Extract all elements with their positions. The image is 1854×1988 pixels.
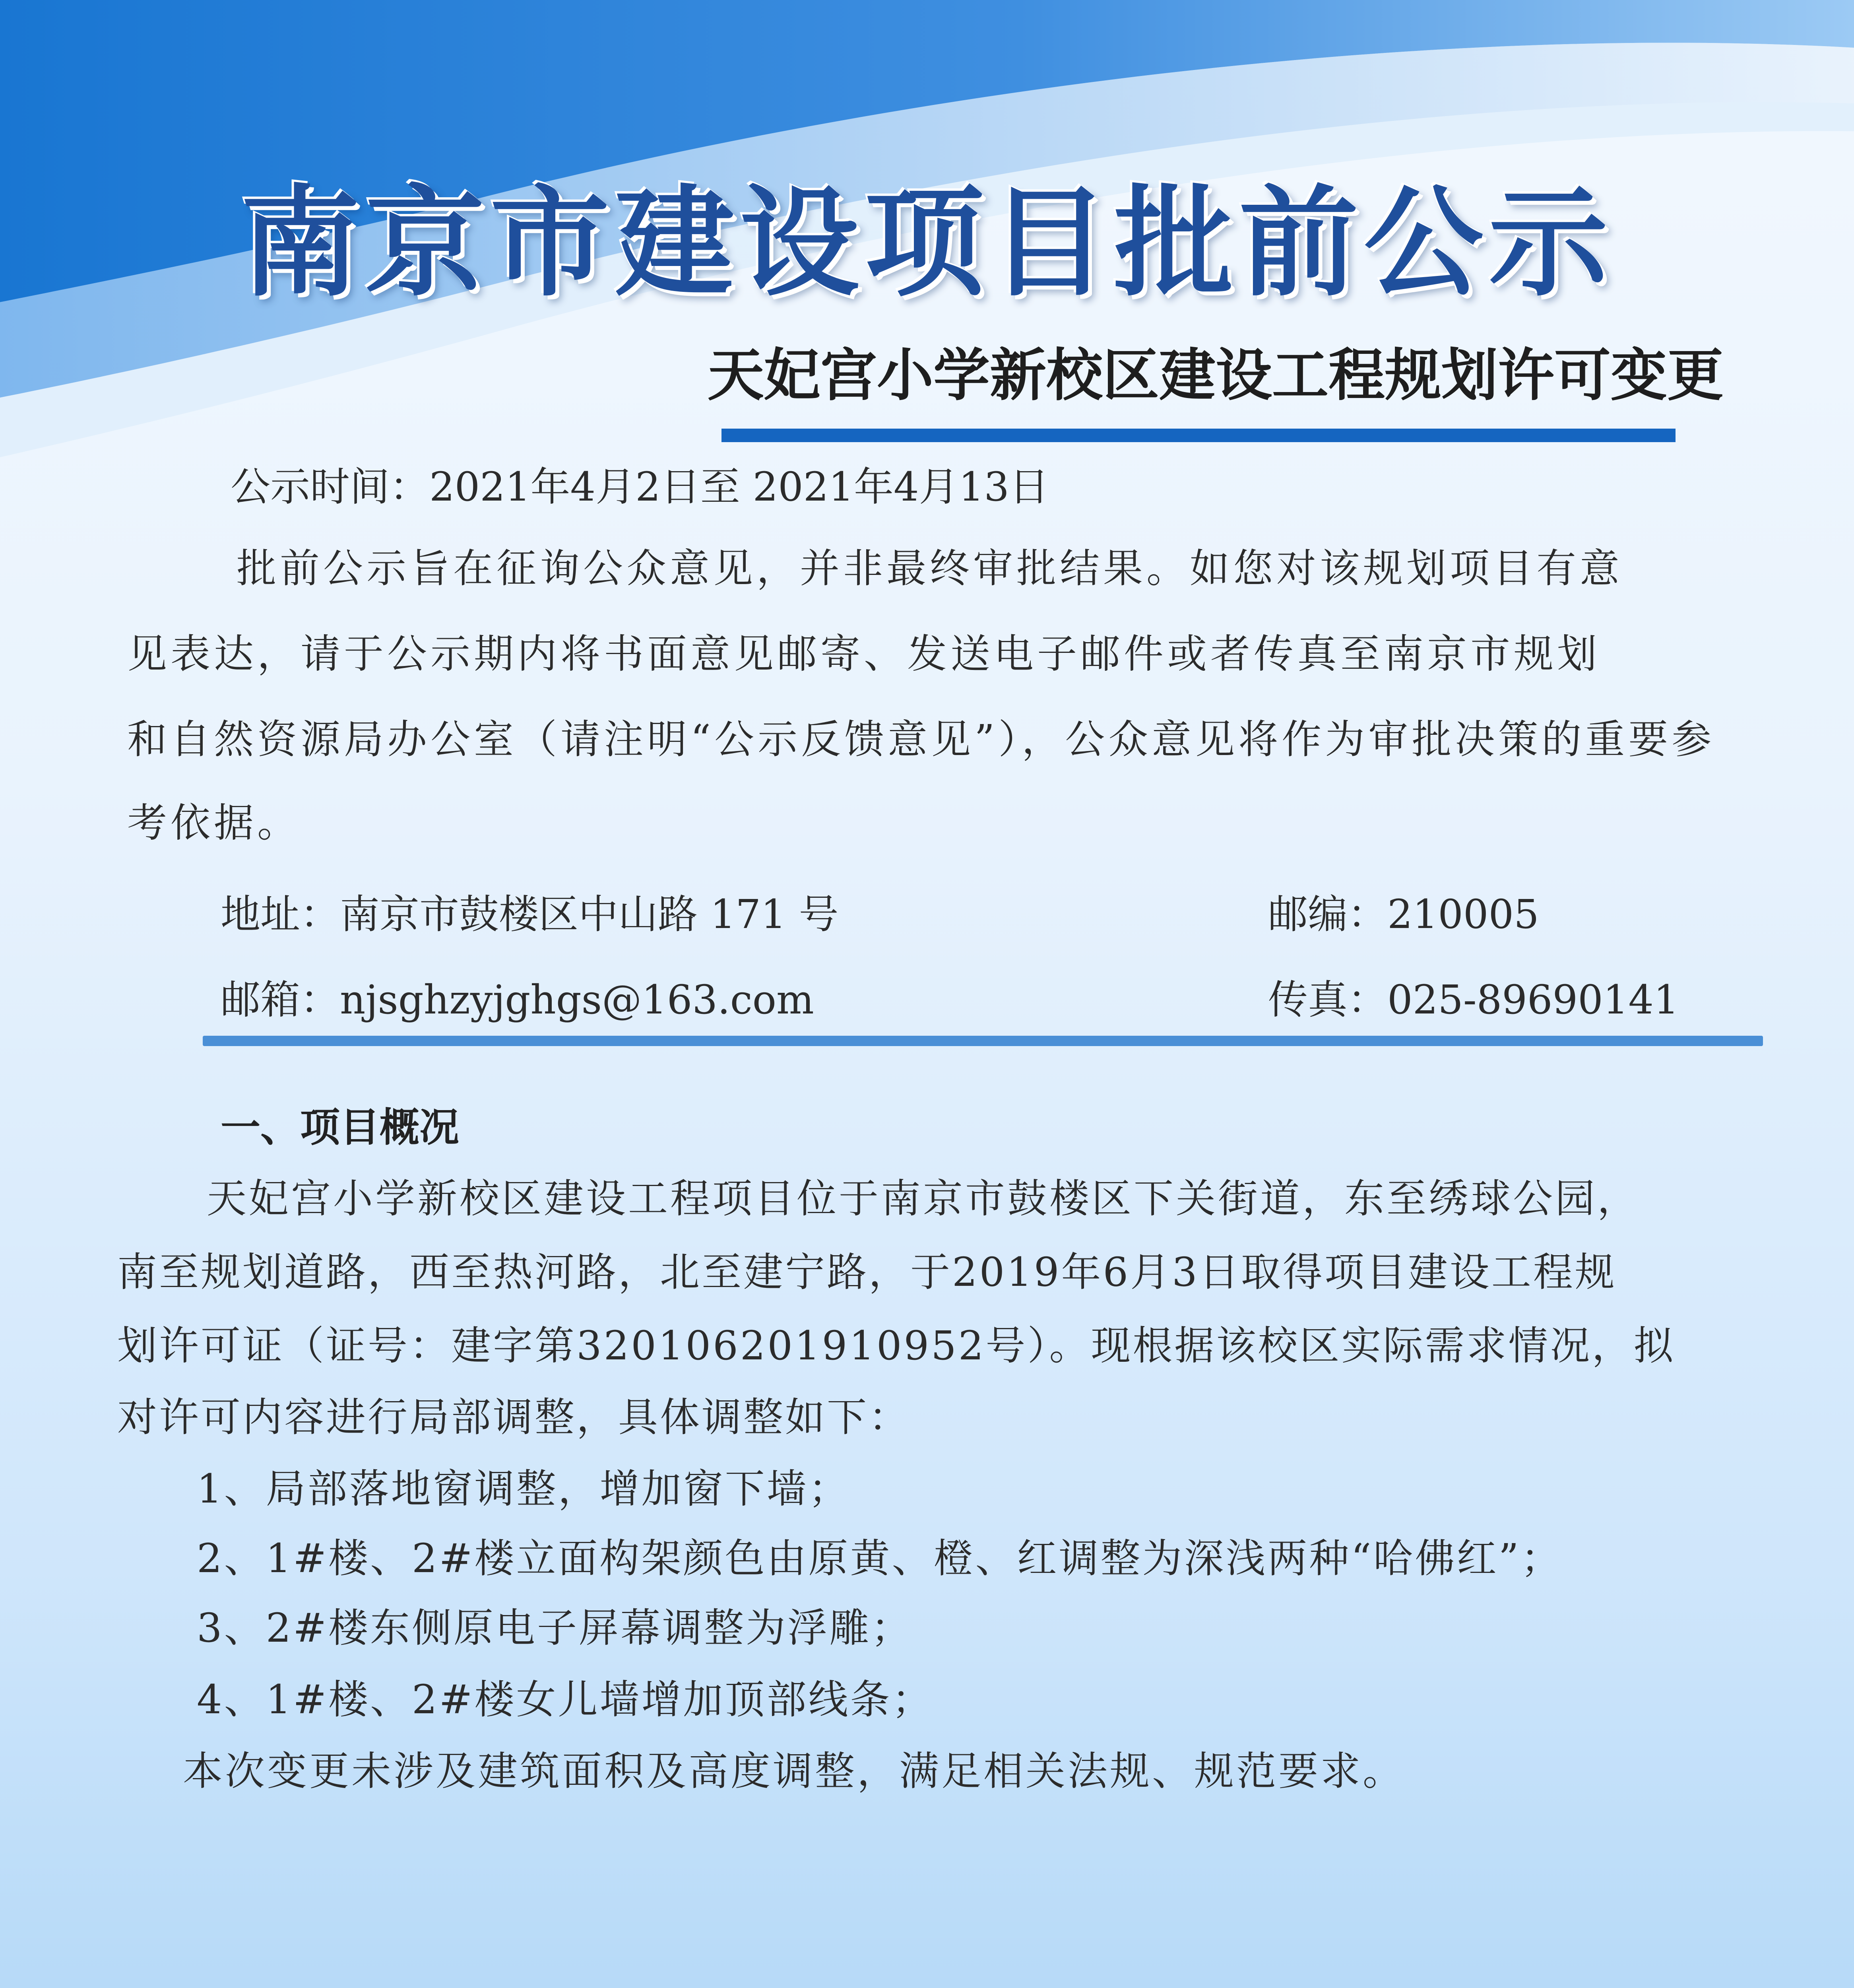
section-conclusion: 本次变更未涉及建筑面积及高度调整，满足相关法规、规范要求。 — [183, 1748, 1405, 1794]
notice-intro-line-1: 批前公示旨在征询公众意见，并非最终审批结果。如您对该规划项目有意 — [237, 545, 1623, 592]
subtitle: 天妃宫小学新校区建设工程规划许可变更 — [708, 342, 1724, 408]
notice-intro-line-2: 见表达，请于公示期内将书面意见邮寄、发送电子邮件或者传真至南京市规划 — [127, 631, 1600, 677]
section-heading: 一、项目概况 — [221, 1104, 459, 1151]
section-divider — [203, 1036, 1763, 1046]
contact-email: 邮箱：njsghzyjghgs@163.com — [221, 977, 814, 1023]
main-title: 南京市建设项目批前公示 — [240, 174, 1614, 313]
change-item-3: 3、2#楼东侧原电子屏幕调整为浮雕； — [197, 1605, 913, 1651]
section-body-line-2: 南至规划道路，西至热河路，北至建宁路，于2019年6月3日取得项目建设工程规 — [117, 1249, 1617, 1295]
contact-fax: 传真：025-89690141 — [1268, 977, 1679, 1023]
title-underline — [721, 429, 1676, 442]
notice-intro-line-3: 和自然资源局办公室（请注明“公示反馈意见”），公众意见将作为审批决策的重要参 — [127, 716, 1715, 763]
notice-period: 公示时间：2021年4月2日至 2021年4月13日 — [231, 464, 1049, 510]
change-item-2: 2、1#楼、2#楼立面构架颜色由原黄、橙、红调整为深浅两种“哈佛红”； — [197, 1535, 1563, 1582]
contact-address: 地址：南京市鼓楼区中山路 171 号 — [221, 891, 839, 938]
change-item-4: 4、1#楼、2#楼女儿墙增加顶部线条； — [197, 1676, 934, 1723]
section-body-line-4: 对许可内容进行局部调整，具体调整如下： — [117, 1394, 910, 1441]
contact-postcode: 邮编：210005 — [1268, 891, 1539, 938]
change-item-1: 1、局部落地窗调整，增加窗下墙； — [197, 1466, 850, 1512]
section-body-line-1: 天妃宫小学新校区建设工程项目位于南京市鼓楼区下关街道，东至绣球公园， — [207, 1175, 1639, 1222]
notice-intro-line-4: 考依据。 — [127, 800, 301, 846]
section-body-line-3: 划许可证（证号：建字第320106201910952号）。现根据该校区实际需求情况，拟 — [117, 1322, 1676, 1369]
